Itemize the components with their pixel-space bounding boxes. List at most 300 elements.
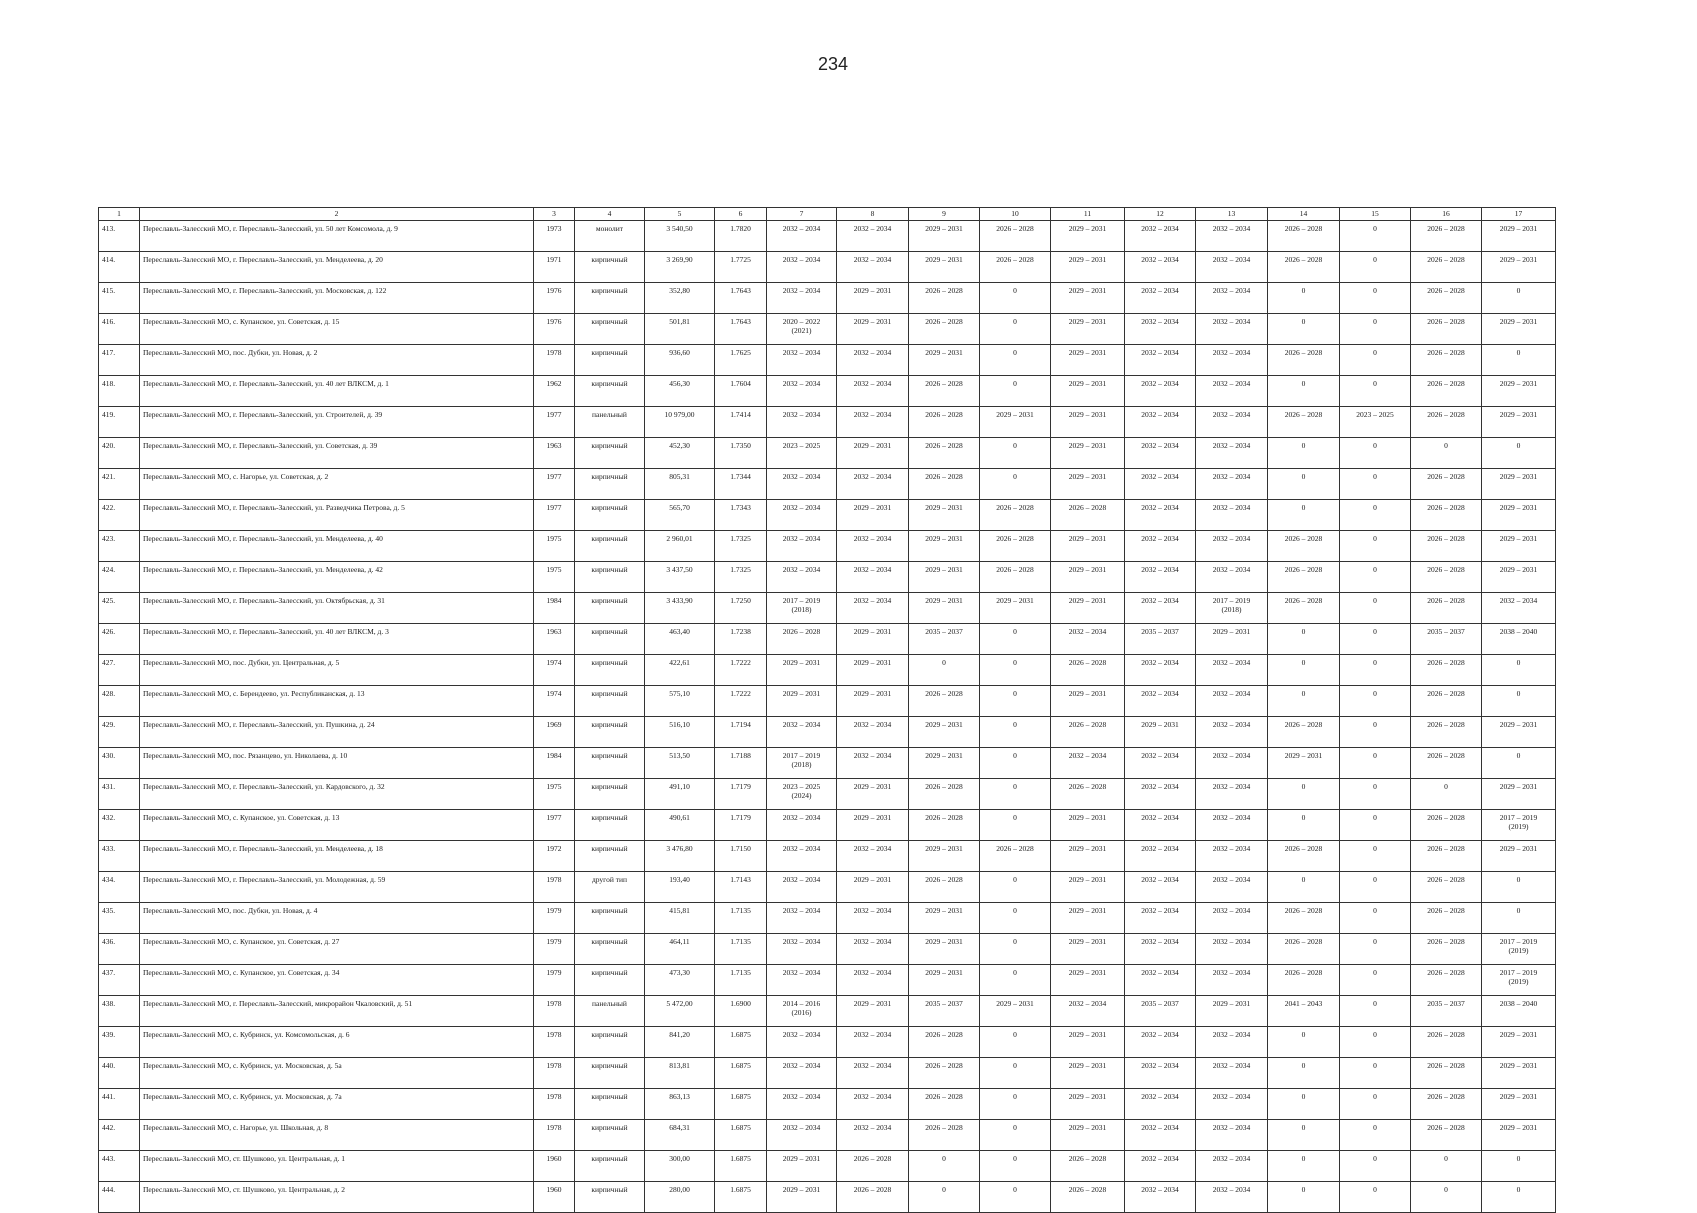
period-col-14: 0 — [1268, 1027, 1340, 1058]
build-year: 1976 — [534, 314, 575, 345]
period-col-10: 0 — [980, 655, 1051, 686]
period-col-8: 2032 – 2034 — [837, 1027, 909, 1058]
period-col-17: 0 — [1482, 655, 1556, 686]
period-col-7: 2029 – 2031 — [767, 655, 837, 686]
period-col-17: 0 — [1482, 686, 1556, 717]
period-col-13: 2032 – 2034 — [1196, 903, 1268, 934]
table-row — [99, 934, 1556, 965]
period-col-12: 2032 – 2034 — [1125, 283, 1196, 314]
area: 3 437,50 — [645, 562, 715, 593]
build-year: 1979 — [534, 965, 575, 996]
period-col-12: 2032 – 2034 — [1125, 345, 1196, 376]
period-col-10: 0 — [980, 376, 1051, 407]
period-col-10: 2029 – 2031 — [980, 996, 1051, 1027]
area: 491,10 — [645, 779, 715, 810]
period-col-12: 2032 – 2034 — [1125, 252, 1196, 283]
period-col-7: 2032 – 2034 — [767, 1120, 837, 1151]
period-col-11: 2029 – 2031 — [1051, 903, 1125, 934]
row-number: 432. — [99, 810, 140, 841]
period-col-12: 2032 – 2034 — [1125, 314, 1196, 345]
row-number: 425. — [99, 593, 140, 624]
build-year: 1974 — [534, 686, 575, 717]
header-cell-10: 10 — [980, 208, 1051, 221]
period-col-9: 2026 – 2028 — [909, 283, 980, 314]
period-col-10: 2026 – 2028 — [980, 841, 1051, 872]
period-col-17: 2029 – 2031 — [1482, 1058, 1556, 1089]
period-col-9: 2029 – 2031 — [909, 717, 980, 748]
row-number: 438. — [99, 996, 140, 1027]
period-col-12: 2032 – 2034 — [1125, 686, 1196, 717]
address: Переславль-Залесский МО, г. Переславль-Залесский, ул. 50 лет Комсомола, д. 9 — [140, 221, 534, 252]
row-number: 441. — [99, 1089, 140, 1120]
period-col-13: 2032 – 2034 — [1196, 345, 1268, 376]
housing-table — [98, 207, 1556, 1213]
period-col-15: 0 — [1340, 872, 1411, 903]
header-cell-6: 6 — [715, 208, 767, 221]
address: Переславль-Залесский МО, г. Переславль-Залесский, ул. Московская, д. 122 — [140, 283, 534, 314]
table-row — [99, 283, 1556, 314]
period-col-10: 0 — [980, 872, 1051, 903]
period-col-11: 2029 – 2031 — [1051, 283, 1125, 314]
period-col-17: 2029 – 2031 — [1482, 1120, 1556, 1151]
coefficient: 1.7325 — [715, 531, 767, 562]
period-col-14: 0 — [1268, 1151, 1340, 1182]
period-col-13: 2032 – 2034 — [1196, 1182, 1268, 1213]
address: Переславль-Залесский МО, г. Переславль-Залесский, ул. 40 лет ВЛКСМ, д. 1 — [140, 376, 534, 407]
period-col-12: 2032 – 2034 — [1125, 903, 1196, 934]
header-cell-2: 2 — [140, 208, 534, 221]
coefficient: 1.6900 — [715, 996, 767, 1027]
header-cell-12: 12 — [1125, 208, 1196, 221]
period-col-14: 2026 – 2028 — [1268, 965, 1340, 996]
period-col-15: 0 — [1340, 469, 1411, 500]
wall-material: кирпичный — [575, 531, 645, 562]
period-col-17: 2017 – 2019 (2019) — [1482, 965, 1556, 996]
period-col-17: 2029 – 2031 — [1482, 531, 1556, 562]
row-number: 414. — [99, 252, 140, 283]
period-col-10: 2026 – 2028 — [980, 500, 1051, 531]
period-col-12: 2032 – 2034 — [1125, 1151, 1196, 1182]
period-col-16: 2026 – 2028 — [1411, 283, 1482, 314]
row-number: 423. — [99, 531, 140, 562]
wall-material: кирпичный — [575, 934, 645, 965]
wall-material: кирпичный — [575, 1027, 645, 1058]
period-col-13: 2017 – 2019 (2018) — [1196, 593, 1268, 624]
row-number: 428. — [99, 686, 140, 717]
period-col-14: 2026 – 2028 — [1268, 903, 1340, 934]
header-cell-15: 15 — [1340, 208, 1411, 221]
period-col-11: 2029 – 2031 — [1051, 686, 1125, 717]
period-col-7: 2032 – 2034 — [767, 345, 837, 376]
table-row — [99, 1182, 1556, 1213]
address: Переславль-Залесский МО, с. Купанское, ул. Советская, д. 15 — [140, 314, 534, 345]
area: 565,70 — [645, 500, 715, 531]
period-col-9: 0 — [909, 1182, 980, 1213]
period-col-13: 2032 – 2034 — [1196, 469, 1268, 500]
period-col-11: 2029 – 2031 — [1051, 872, 1125, 903]
period-col-13: 2032 – 2034 — [1196, 841, 1268, 872]
period-col-9: 2029 – 2031 — [909, 965, 980, 996]
wall-material: кирпичный — [575, 655, 645, 686]
coefficient: 1.6875 — [715, 1120, 767, 1151]
period-col-9: 2026 – 2028 — [909, 1089, 980, 1120]
period-col-17: 2029 – 2031 — [1482, 221, 1556, 252]
period-col-8: 2032 – 2034 — [837, 965, 909, 996]
header-cell-13: 13 — [1196, 208, 1268, 221]
table-row — [99, 810, 1556, 841]
period-col-14: 2026 – 2028 — [1268, 593, 1340, 624]
wall-material: кирпичный — [575, 469, 645, 500]
period-col-9: 0 — [909, 1151, 980, 1182]
period-col-7: 2032 – 2034 — [767, 872, 837, 903]
header-cell-4: 4 — [575, 208, 645, 221]
period-col-11: 2029 – 2031 — [1051, 841, 1125, 872]
table-row — [99, 1027, 1556, 1058]
address: Переславль-Залесский МО, с. Купанское, ул. Советская, д. 34 — [140, 965, 534, 996]
period-col-8: 2029 – 2031 — [837, 283, 909, 314]
period-col-15: 2023 – 2025 — [1340, 407, 1411, 438]
table-row — [99, 438, 1556, 469]
period-col-17: 0 — [1482, 748, 1556, 779]
address: Переславль-Залесский МО, г. Переславль-Залесский, ул. Октябрьская, д. 31 — [140, 593, 534, 624]
area: 936,60 — [645, 345, 715, 376]
wall-material: кирпичный — [575, 593, 645, 624]
period-col-11: 2026 – 2028 — [1051, 1151, 1125, 1182]
area: 300,00 — [645, 1151, 715, 1182]
table-row — [99, 655, 1556, 686]
address: Переславль-Залесский МО, с. Берендеево, ул. Республиканская, д. 13 — [140, 686, 534, 717]
period-col-12: 2032 – 2034 — [1125, 500, 1196, 531]
build-year: 1977 — [534, 407, 575, 438]
period-col-8: 2032 – 2034 — [837, 252, 909, 283]
table-row — [99, 1120, 1556, 1151]
period-col-16: 0 — [1411, 438, 1482, 469]
period-col-9: 2029 – 2031 — [909, 345, 980, 376]
build-year: 1978 — [534, 872, 575, 903]
period-col-15: 0 — [1340, 531, 1411, 562]
period-col-17: 0 — [1482, 345, 1556, 376]
period-col-8: 2026 – 2028 — [837, 1151, 909, 1182]
period-col-7: 2032 – 2034 — [767, 562, 837, 593]
table-row — [99, 717, 1556, 748]
period-col-9: 2026 – 2028 — [909, 810, 980, 841]
build-year: 1984 — [534, 593, 575, 624]
row-number: 444. — [99, 1182, 140, 1213]
period-col-17: 2029 – 2031 — [1482, 841, 1556, 872]
wall-material: кирпичный — [575, 903, 645, 934]
period-col-8: 2032 – 2034 — [837, 469, 909, 500]
coefficient: 1.7625 — [715, 345, 767, 376]
period-col-10: 0 — [980, 965, 1051, 996]
period-col-12: 2032 – 2034 — [1125, 1120, 1196, 1151]
period-col-8: 2032 – 2034 — [837, 841, 909, 872]
period-col-15: 0 — [1340, 1027, 1411, 1058]
wall-material: кирпичный — [575, 686, 645, 717]
period-col-8: 2032 – 2034 — [837, 407, 909, 438]
period-col-11: 2029 – 2031 — [1051, 376, 1125, 407]
period-col-7: 2032 – 2034 — [767, 500, 837, 531]
header-cell-8: 8 — [837, 208, 909, 221]
build-year: 1979 — [534, 934, 575, 965]
period-col-12: 2032 – 2034 — [1125, 934, 1196, 965]
wall-material: кирпичный — [575, 345, 645, 376]
period-col-7: 2032 – 2034 — [767, 965, 837, 996]
area: 456,30 — [645, 376, 715, 407]
build-year: 1979 — [534, 903, 575, 934]
period-col-17: 2029 – 2031 — [1482, 1089, 1556, 1120]
period-col-9: 2029 – 2031 — [909, 252, 980, 283]
period-col-7: 2023 – 2025 — [767, 438, 837, 469]
area: 684,31 — [645, 1120, 715, 1151]
coefficient: 1.7150 — [715, 841, 767, 872]
period-col-12: 2035 – 2037 — [1125, 996, 1196, 1027]
period-col-8: 2029 – 2031 — [837, 500, 909, 531]
period-col-13: 2029 – 2031 — [1196, 624, 1268, 655]
area: 863,13 — [645, 1089, 715, 1120]
period-col-14: 2029 – 2031 — [1268, 748, 1340, 779]
header-cell-14: 14 — [1268, 208, 1340, 221]
build-year: 1975 — [534, 562, 575, 593]
period-col-13: 2032 – 2034 — [1196, 748, 1268, 779]
period-col-9: 2029 – 2031 — [909, 221, 980, 252]
wall-material: монолит — [575, 221, 645, 252]
period-col-7: 2032 – 2034 — [767, 717, 837, 748]
wall-material: кирпичный — [575, 283, 645, 314]
period-col-13: 2032 – 2034 — [1196, 1027, 1268, 1058]
table-row — [99, 562, 1556, 593]
row-number: 431. — [99, 779, 140, 810]
row-number: 418. — [99, 376, 140, 407]
period-col-13: 2032 – 2034 — [1196, 872, 1268, 903]
period-col-15: 0 — [1340, 1089, 1411, 1120]
row-number: 433. — [99, 841, 140, 872]
header-cell-3: 3 — [534, 208, 575, 221]
period-col-11: 2032 – 2034 — [1051, 996, 1125, 1027]
build-year: 1978 — [534, 996, 575, 1027]
row-number: 440. — [99, 1058, 140, 1089]
period-col-8: 2029 – 2031 — [837, 655, 909, 686]
period-col-13: 2032 – 2034 — [1196, 221, 1268, 252]
build-year: 1973 — [534, 221, 575, 252]
wall-material: кирпичный — [575, 438, 645, 469]
period-col-14: 0 — [1268, 376, 1340, 407]
table-row — [99, 221, 1556, 252]
row-number: 437. — [99, 965, 140, 996]
wall-material: кирпичный — [575, 1120, 645, 1151]
period-col-14: 0 — [1268, 810, 1340, 841]
period-col-10: 0 — [980, 1027, 1051, 1058]
period-col-11: 2029 – 2031 — [1051, 810, 1125, 841]
period-col-17: 0 — [1482, 1151, 1556, 1182]
period-col-10: 0 — [980, 779, 1051, 810]
period-col-8: 2032 – 2034 — [837, 221, 909, 252]
period-col-16: 0 — [1411, 1182, 1482, 1213]
period-col-7: 2032 – 2034 — [767, 1089, 837, 1120]
coefficient: 1.7643 — [715, 314, 767, 345]
area: 10 979,00 — [645, 407, 715, 438]
period-col-15: 0 — [1340, 810, 1411, 841]
period-col-14: 0 — [1268, 469, 1340, 500]
period-col-12: 2032 – 2034 — [1125, 221, 1196, 252]
row-number: 442. — [99, 1120, 140, 1151]
period-col-8: 2029 – 2031 — [837, 624, 909, 655]
period-col-15: 0 — [1340, 748, 1411, 779]
period-col-14: 0 — [1268, 872, 1340, 903]
period-col-17: 2029 – 2031 — [1482, 252, 1556, 283]
wall-material: кирпичный — [575, 810, 645, 841]
period-col-10: 0 — [980, 748, 1051, 779]
area: 575,10 — [645, 686, 715, 717]
period-col-16: 2026 – 2028 — [1411, 1058, 1482, 1089]
period-col-11: 2026 – 2028 — [1051, 779, 1125, 810]
period-col-17: 2029 – 2031 — [1482, 779, 1556, 810]
period-col-10: 2029 – 2031 — [980, 407, 1051, 438]
row-number: 424. — [99, 562, 140, 593]
period-col-16: 0 — [1411, 779, 1482, 810]
wall-material: кирпичный — [575, 841, 645, 872]
period-col-8: 2032 – 2034 — [837, 748, 909, 779]
address: Переславль-Залесский МО, г. Переславль-Залесский, микрорайон Чкаловский, д. 51 — [140, 996, 534, 1027]
wall-material: кирпичный — [575, 252, 645, 283]
address: Переславль-Залесский МО, г. Переславль-Залесский, ул. Менделеева, д. 40 — [140, 531, 534, 562]
period-col-11: 2029 – 2031 — [1051, 531, 1125, 562]
table-row — [99, 407, 1556, 438]
period-col-9: 2029 – 2031 — [909, 531, 980, 562]
address: Переславль-Залесский МО, г. Переславль-Залесский, ул. Разведчика Петрова, д. 5 — [140, 500, 534, 531]
table-row — [99, 469, 1556, 500]
period-col-13: 2032 – 2034 — [1196, 779, 1268, 810]
period-col-7: 2032 – 2034 — [767, 221, 837, 252]
build-year: 1977 — [534, 810, 575, 841]
period-col-13: 2032 – 2034 — [1196, 407, 1268, 438]
period-col-15: 0 — [1340, 1058, 1411, 1089]
period-col-12: 2032 – 2034 — [1125, 1182, 1196, 1213]
table-row — [99, 1151, 1556, 1182]
period-col-16: 2026 – 2028 — [1411, 345, 1482, 376]
period-col-11: 2029 – 2031 — [1051, 1089, 1125, 1120]
period-col-8: 2032 – 2034 — [837, 531, 909, 562]
period-col-13: 2032 – 2034 — [1196, 1151, 1268, 1182]
period-col-11: 2029 – 2031 — [1051, 562, 1125, 593]
period-col-16: 2026 – 2028 — [1411, 1089, 1482, 1120]
period-col-11: 2029 – 2031 — [1051, 1120, 1125, 1151]
period-col-16: 0 — [1411, 1151, 1482, 1182]
period-col-8: 2029 – 2031 — [837, 810, 909, 841]
period-col-14: 0 — [1268, 1182, 1340, 1213]
period-col-9: 2026 – 2028 — [909, 779, 980, 810]
period-col-8: 2029 – 2031 — [837, 872, 909, 903]
period-col-7: 2032 – 2034 — [767, 1058, 837, 1089]
coefficient: 1.7135 — [715, 934, 767, 965]
period-col-14: 2026 – 2028 — [1268, 221, 1340, 252]
period-col-14: 2041 – 2043 — [1268, 996, 1340, 1027]
period-col-13: 2032 – 2034 — [1196, 531, 1268, 562]
table-row — [99, 345, 1556, 376]
coefficient: 1.7179 — [715, 810, 767, 841]
period-col-10: 0 — [980, 314, 1051, 345]
period-col-16: 2026 – 2028 — [1411, 252, 1482, 283]
period-col-16: 2026 – 2028 — [1411, 717, 1482, 748]
row-number: 417. — [99, 345, 140, 376]
period-col-15: 0 — [1340, 1151, 1411, 1182]
area: 3 540,50 — [645, 221, 715, 252]
period-col-16: 2026 – 2028 — [1411, 1027, 1482, 1058]
period-col-17: 2017 – 2019 (2019) — [1482, 810, 1556, 841]
coefficient: 1.7344 — [715, 469, 767, 500]
wall-material: кирпичный — [575, 965, 645, 996]
period-col-12: 2032 – 2034 — [1125, 593, 1196, 624]
period-col-12: 2032 – 2034 — [1125, 407, 1196, 438]
coefficient: 1.7179 — [715, 779, 767, 810]
area: 280,00 — [645, 1182, 715, 1213]
row-number: 443. — [99, 1151, 140, 1182]
period-col-13: 2032 – 2034 — [1196, 934, 1268, 965]
address: Переславль-Залесский МО, пос. Дубки, ул. Новая, д. 2 — [140, 345, 534, 376]
period-col-15: 0 — [1340, 438, 1411, 469]
period-col-16: 2026 – 2028 — [1411, 562, 1482, 593]
period-col-11: 2029 – 2031 — [1051, 407, 1125, 438]
period-col-15: 0 — [1340, 562, 1411, 593]
period-col-14: 0 — [1268, 438, 1340, 469]
period-col-9: 2029 – 2031 — [909, 841, 980, 872]
period-col-14: 0 — [1268, 1058, 1340, 1089]
header-cell-5: 5 — [645, 208, 715, 221]
wall-material: кирпичный — [575, 779, 645, 810]
address: Переславль-Залесский МО, г. Переславль-Залесский, ул. 40 лет ВЛКСМ, д. 3 — [140, 624, 534, 655]
period-col-16: 2026 – 2028 — [1411, 872, 1482, 903]
period-col-14: 0 — [1268, 283, 1340, 314]
period-col-16: 2026 – 2028 — [1411, 469, 1482, 500]
period-col-7: 2029 – 2031 — [767, 1151, 837, 1182]
period-col-11: 2029 – 2031 — [1051, 469, 1125, 500]
period-col-16: 2026 – 2028 — [1411, 407, 1482, 438]
address: Переславль-Залесский МО, с. Кубринск, ул. Московская, д. 7а — [140, 1089, 534, 1120]
coefficient: 1.7194 — [715, 717, 767, 748]
period-col-7: 2032 – 2034 — [767, 252, 837, 283]
period-col-17: 2038 – 2040 — [1482, 996, 1556, 1027]
coefficient: 1.7414 — [715, 407, 767, 438]
period-col-16: 2026 – 2028 — [1411, 934, 1482, 965]
period-col-9: 2026 – 2028 — [909, 438, 980, 469]
coefficient: 1.6875 — [715, 1151, 767, 1182]
wall-material: панельный — [575, 996, 645, 1027]
period-col-16: 2026 – 2028 — [1411, 810, 1482, 841]
period-col-9: 2029 – 2031 — [909, 562, 980, 593]
period-col-13: 2032 – 2034 — [1196, 810, 1268, 841]
coefficient: 1.7604 — [715, 376, 767, 407]
row-number: 413. — [99, 221, 140, 252]
period-col-10: 0 — [980, 934, 1051, 965]
period-col-11: 2026 – 2028 — [1051, 1182, 1125, 1213]
row-number: 420. — [99, 438, 140, 469]
period-col-12: 2032 – 2034 — [1125, 872, 1196, 903]
period-col-7: 2023 – 2025 (2024) — [767, 779, 837, 810]
period-col-8: 2032 – 2034 — [837, 717, 909, 748]
area: 473,30 — [645, 965, 715, 996]
period-col-10: 2029 – 2031 — [980, 593, 1051, 624]
period-col-10: 0 — [980, 903, 1051, 934]
period-col-7: 2032 – 2034 — [767, 903, 837, 934]
page-number: 234 — [817, 54, 849, 74]
header-cell-7: 7 — [767, 208, 837, 221]
period-col-15: 0 — [1340, 1182, 1411, 1213]
period-col-15: 0 — [1340, 593, 1411, 624]
period-col-7: 2017 – 2019 (2018) — [767, 593, 837, 624]
period-col-7: 2032 – 2034 — [767, 283, 837, 314]
period-col-14: 0 — [1268, 686, 1340, 717]
period-col-10: 0 — [980, 1089, 1051, 1120]
period-col-9: 2029 – 2031 — [909, 934, 980, 965]
